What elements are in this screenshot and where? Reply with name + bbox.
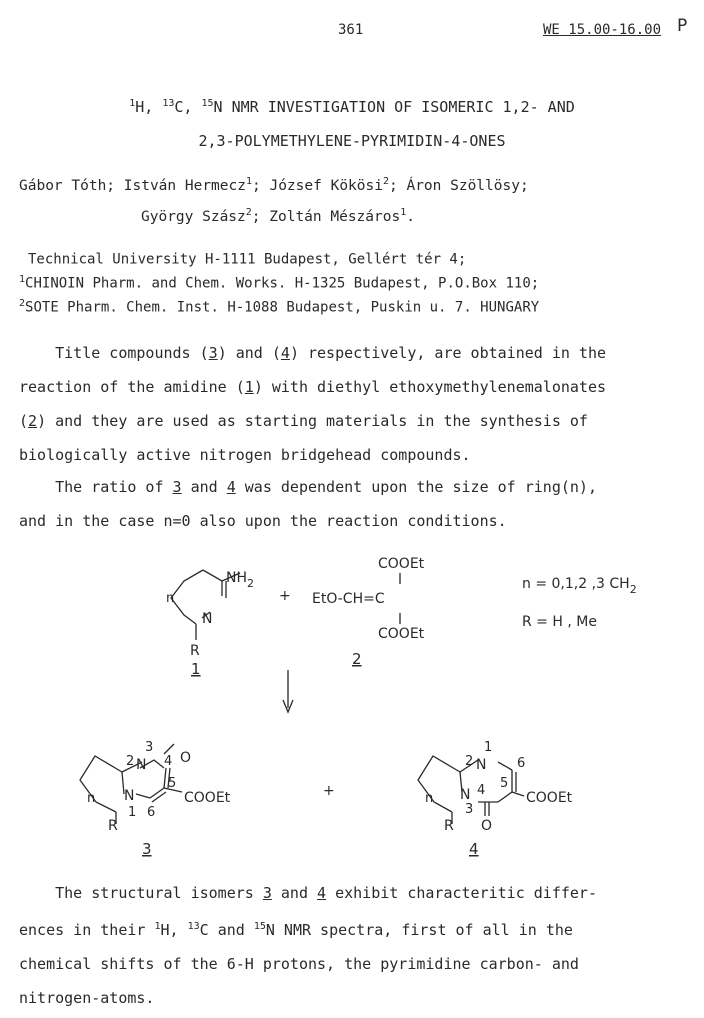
poster-mark: P <box>677 16 688 36</box>
p3-ring-n: n <box>87 791 96 806</box>
p4-num-3: 3 <box>465 802 474 817</box>
p4-num-6: 6 <box>517 756 526 771</box>
p4-n-top: N <box>476 757 487 773</box>
affiliation-2: $^2$SOTE Pharm. Chem. Inst. H-1088 Budapest, Puskin u. 7. HUNGARY <box>19 298 540 316</box>
malonate-eto-line: EtO-CH=C <box>312 591 385 607</box>
affiliation-0: Technical University H-1111 Budapest, Gellért tér 4; <box>28 251 467 268</box>
amidine-ring <box>203 570 222 596</box>
p4-ring-n: n <box>425 791 434 806</box>
amidine-n: N <box>202 611 213 627</box>
p4-carbonyl-o: O <box>481 818 493 834</box>
p3-n-top: N <box>136 757 147 773</box>
compound-label-3: 3 <box>142 840 152 858</box>
p4-ester: COOEt <box>526 790 573 806</box>
p4-r: R <box>444 818 454 834</box>
plus-sign-2: + <box>323 783 335 799</box>
conclusion-paragraph: The structural isomers 3 and 4 exhibit characteritic differ- ences in their $^1$H, $^{13}$C and $^{15}$N NMR spectra, first of all in the chemical shifts of the 6-H protons, the pyrimidine carbon- and nitrogen-atoms. <box>19 884 597 1007</box>
p3-num-3: 3 <box>145 740 154 755</box>
reaction-scheme <box>0 540 704 870</box>
p3-num-4: 4 <box>164 754 173 769</box>
authors-line-1: Gábor Tóth; István Hermecz$^1$; József Kökösi$^2$; Áron Szöllösy; <box>19 176 529 194</box>
compound-label-1: 1 <box>191 660 201 678</box>
amidine-r: R <box>190 643 200 659</box>
p3-n-bridge: N <box>124 788 135 804</box>
affiliation-1: $^1$CHINOIN Pharm. and Chem. Works. H-1325 Budapest, P.O.Box 110; <box>19 274 540 292</box>
p3-num-1: 1 <box>128 805 137 820</box>
p4-n-bridge: N <box>460 787 471 803</box>
p4-num-5: 5 <box>500 776 509 791</box>
r-values: R = H , Me <box>522 614 597 630</box>
plus-sign-1: + <box>279 588 291 604</box>
malonate-coet-bottom: COOEt <box>378 626 425 642</box>
session-time: WE 15.00-16.00 <box>543 22 662 38</box>
compound-label-2: 2 <box>352 650 362 668</box>
malonate-coet-top: COOEt <box>378 556 425 572</box>
p3-carbonyl-o: O <box>180 750 192 766</box>
p3-num-2: 2 <box>126 754 135 769</box>
p3-ester: COOEt <box>184 790 231 806</box>
p3-num-5: 5 <box>168 776 177 791</box>
n-values: n = 0,1,2 ,3 $CH_2$ <box>522 576 637 596</box>
p4-num-4: 4 <box>477 783 486 798</box>
compound-label-4: 4 <box>469 840 479 858</box>
p3-num-6: 6 <box>147 805 156 820</box>
ratio-paragraph: The ratio of 3 and 4 was dependent upon the size of ring(n), and in the case n=0 also upon the reaction conditions. <box>19 478 597 530</box>
p4-num-2: 2 <box>465 754 474 769</box>
title-line-2: 2,3-POLYMETHYLENE-PYRIMIDIN-4-ONES <box>198 132 506 150</box>
page-number: 361 <box>338 22 364 38</box>
authors-line-2: György Szász$^2$; Zoltán Mészáros$^1$. <box>141 207 415 225</box>
title-line-1: $^1$H, $^{13}$C, $^{15}$N NMR INVESTIGATION OF ISOMERIC 1,2- AND <box>129 98 575 116</box>
p3-r: R <box>108 818 118 834</box>
amidine-nh2: $NH_2$ <box>226 570 254 590</box>
amidine-ring-n: n <box>166 591 175 606</box>
intro-paragraph: Title compounds (3) and (4) respectively, are obtained in the reaction of the amidine (1) with diethyl ethoxymethylenemalonates (2) and they are used as starting materials in the synthesis of biologically active nitrogen bridgehead compounds. <box>19 344 607 464</box>
p4-num-1: 1 <box>484 740 493 755</box>
